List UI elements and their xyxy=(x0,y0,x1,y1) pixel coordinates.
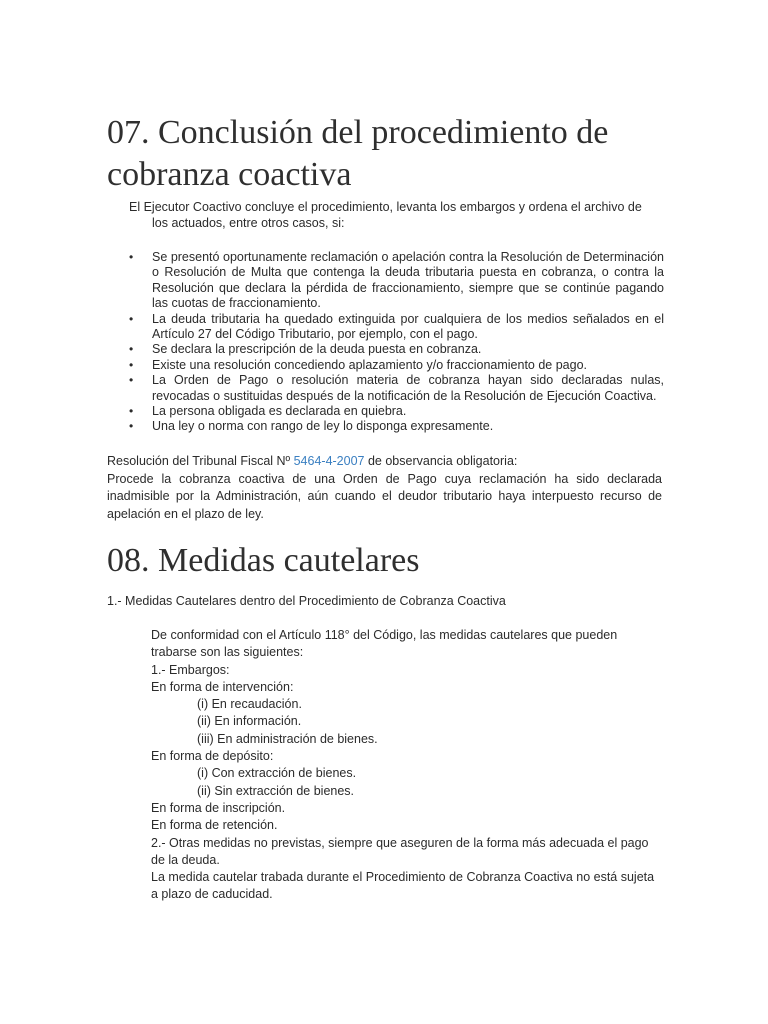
text-line: 2.- Otras medidas no previstas, siempre que aseguren de la forma más adecuada el pago xyxy=(151,835,649,850)
text-line: De conformidad con el Artículo 118° del Código, las medidas cautelares que pueden xyxy=(151,628,618,642)
list-item: • Una ley o norma con rango de ley lo disponga expresamente. xyxy=(129,419,664,434)
text-line: (ii) En información. xyxy=(197,714,302,729)
list-item: • Se presentó oportunamente reclamación o apelación contra la Resolución de Determinación o Resolución de Multa que contenga la deuda tributaria puesta en cobranza, o contra la Resolución que declara la pérdida de fraccionamiento, siempre que se continúe pagando las cuotas de fraccionamiento. xyxy=(129,250,664,312)
section-7-title-line-2: cobranza coactiva xyxy=(107,156,352,193)
text-line: (i) En recaudación. xyxy=(197,697,302,712)
section-8-title: 08. Medidas cautelares xyxy=(107,542,420,579)
list-item: • La deuda tributaria ha quedado extinguida por cualquiera de los medios señalados en el Artículo 27 del Código Tributario, por ejemplo, con el pago. xyxy=(129,312,664,343)
text-line: (i) Con extracción de bienes. xyxy=(197,766,357,781)
tribunal-resolution xyxy=(107,453,662,523)
intro-line-1: El Ejecutor Coactivo concluye el procedimiento, levanta los embargos y ordena el archivo de xyxy=(129,200,642,214)
text-line: En forma de intervención: xyxy=(151,679,294,694)
intro-line-2: los actuados, entre otros casos, si: xyxy=(152,216,345,230)
section-8-subtitle: 1.- Medidas Cautelares dentro del Procedimiento de Cobranza Coactiva xyxy=(107,594,506,608)
conclusion-cases-list xyxy=(129,250,664,435)
section-7-intro xyxy=(129,199,649,231)
list-item: • La Orden de Pago o resolución materia de cobranza hayan sido declaradas nulas, revocadas o sustituidas después de la notificación de la Resolución de Ejecución Coactiva. xyxy=(129,373,664,404)
rtf-body: Procede la cobranza coactiva de una Orden de Pago cuya reclamación ha sido declarada inadmisible por la Administración, aún cuando el deudor tributario haya interpuesto recurso de apelación en el plazo de ley. xyxy=(107,471,662,521)
text-line: 1.- Embargos: xyxy=(151,662,230,677)
list-item: • Se declara la prescripción de la deuda puesta en cobranza. xyxy=(129,342,664,357)
rtf-number-link[interactable]: 5464-4-2007 xyxy=(293,454,365,468)
text-line: (iii) En administración de bienes. xyxy=(197,731,378,746)
rtf-suffix: de observancia obligatoria: xyxy=(364,454,518,468)
list-item: • Existe una resolución concediendo aplazamiento y/o fraccionamiento de pago. xyxy=(129,358,664,373)
text-line: trabarse son las siguientes: xyxy=(151,645,304,660)
text-line: En forma de depósito: xyxy=(151,749,274,764)
precautionary-measures-block xyxy=(151,627,661,904)
text-line: La medida cautelar trabada durante el Procedimiento de Cobranza Coactiva no está sujeta xyxy=(151,870,655,885)
section-7-title xyxy=(107,112,747,196)
text-line: En forma de inscripción. xyxy=(151,800,286,815)
rtf-prefix: Resolución del Tribunal Fiscal Nº xyxy=(107,454,294,468)
text-line: a plazo de caducidad. xyxy=(151,887,273,902)
text-line: de la deuda. xyxy=(151,852,220,867)
text-line: (ii) Sin extracción de bienes. xyxy=(197,783,355,798)
list-item: • La persona obligada es declarada en quiebra. xyxy=(129,404,664,419)
section-7-title-line-1: 07. Conclusión del procedimiento de xyxy=(107,114,609,151)
text-line: En forma de retención. xyxy=(151,818,278,833)
